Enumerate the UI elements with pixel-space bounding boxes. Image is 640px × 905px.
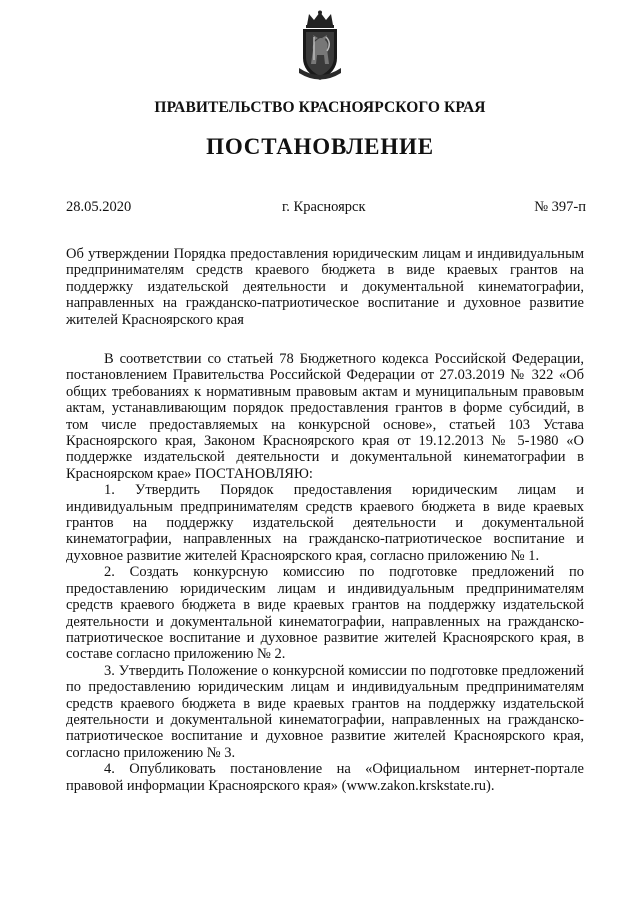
preamble-paragraph: В соответствии со статьей 78 Бюджетного кодекса Российской Федерации, постановлением Правительства Российской Федерации от 27.03.2019 № 322 «Об общих требованиях к нормативным правовым актам и муниципальным правовым актам, устанавливающим порядок предоставления грантов в форме субсидий, в том числе предоставляемых на конкурсной основе», статьей 103 Устава Красноярского края, Законом Красноярского края от 19.12.2013 № 5-1980 «О поддержке издательской деятельности и документальной кинематографии в Красноярском крае» ПОСТАНОВЛЯЮ: — [66, 351, 584, 482]
document-subject: Об утверждении Порядка предоставления юридическим лицам и индивидуальным предпринимателям средств краевого бюджета в виде краевых грантов на поддержку издательской деятельности и документальной кинематографии, направленных на гражданско-патриотическое воспитание и духовное развитие жителей Красноярского края — [66, 246, 584, 328]
document-city: г. Красноярск — [282, 199, 366, 215]
document-type-heading: ПОСТАНОВЛЕНИЕ — [206, 134, 434, 159]
resolution-item-1: 1. Утвердить Порядок предоставления юридическим лицам и индивидуальным предпринимателям средств краевого бюджета в виде краевых грантов на поддержку издательской деятельности и документальной кинематографии, направленных на гражданско-патриотическое воспитание и духовное развитие жителей Красноярского края, согласно приложению № 1. — [66, 482, 584, 564]
organization-title: ПРАВИТЕЛЬСТВО КРАСНОЯРСКОГО КРАЯ — [154, 99, 486, 116]
resolution-item-2: 2. Создать конкурсную комиссию по подготовке предложений по предоставлению юридическим лицам и индивидуальным предпринимателям средств краевого бюджета в виде краевых грантов на поддержку издательской деятельности и документальной кинематографии, направленных на гражданско-патриотическое воспитание и духовное развитие жителей Красноярского края, в составе согласно приложению № 2. — [66, 564, 584, 663]
document-date: 28.05.2020 — [66, 199, 132, 215]
resolution-item-3: 3. Утвердить Положение о конкурсной комиссии по подготовке предложений по предоставлению юридическим лицам и индивидуальным предпринимателям средств краевого бюджета в виде краевых грантов на поддержку издательской деятельности и документальной кинематографии, направленных на гражданско-патриотическое воспитание и духовное развитие жителей Красноярского края, согласно приложению № 3. — [66, 662, 584, 761]
document-meta-row — [66, 199, 586, 217]
resolution-item-4: 4. Опубликовать постановление на «Официальном интернет-портале правовой информации Красноярского края» (www.zakon.krskstate.ru). — [66, 761, 584, 794]
krasnoyarsk-coat-of-arms-icon — [294, 10, 346, 82]
document-body — [66, 351, 584, 794]
document-number: № 397-п — [534, 199, 586, 215]
